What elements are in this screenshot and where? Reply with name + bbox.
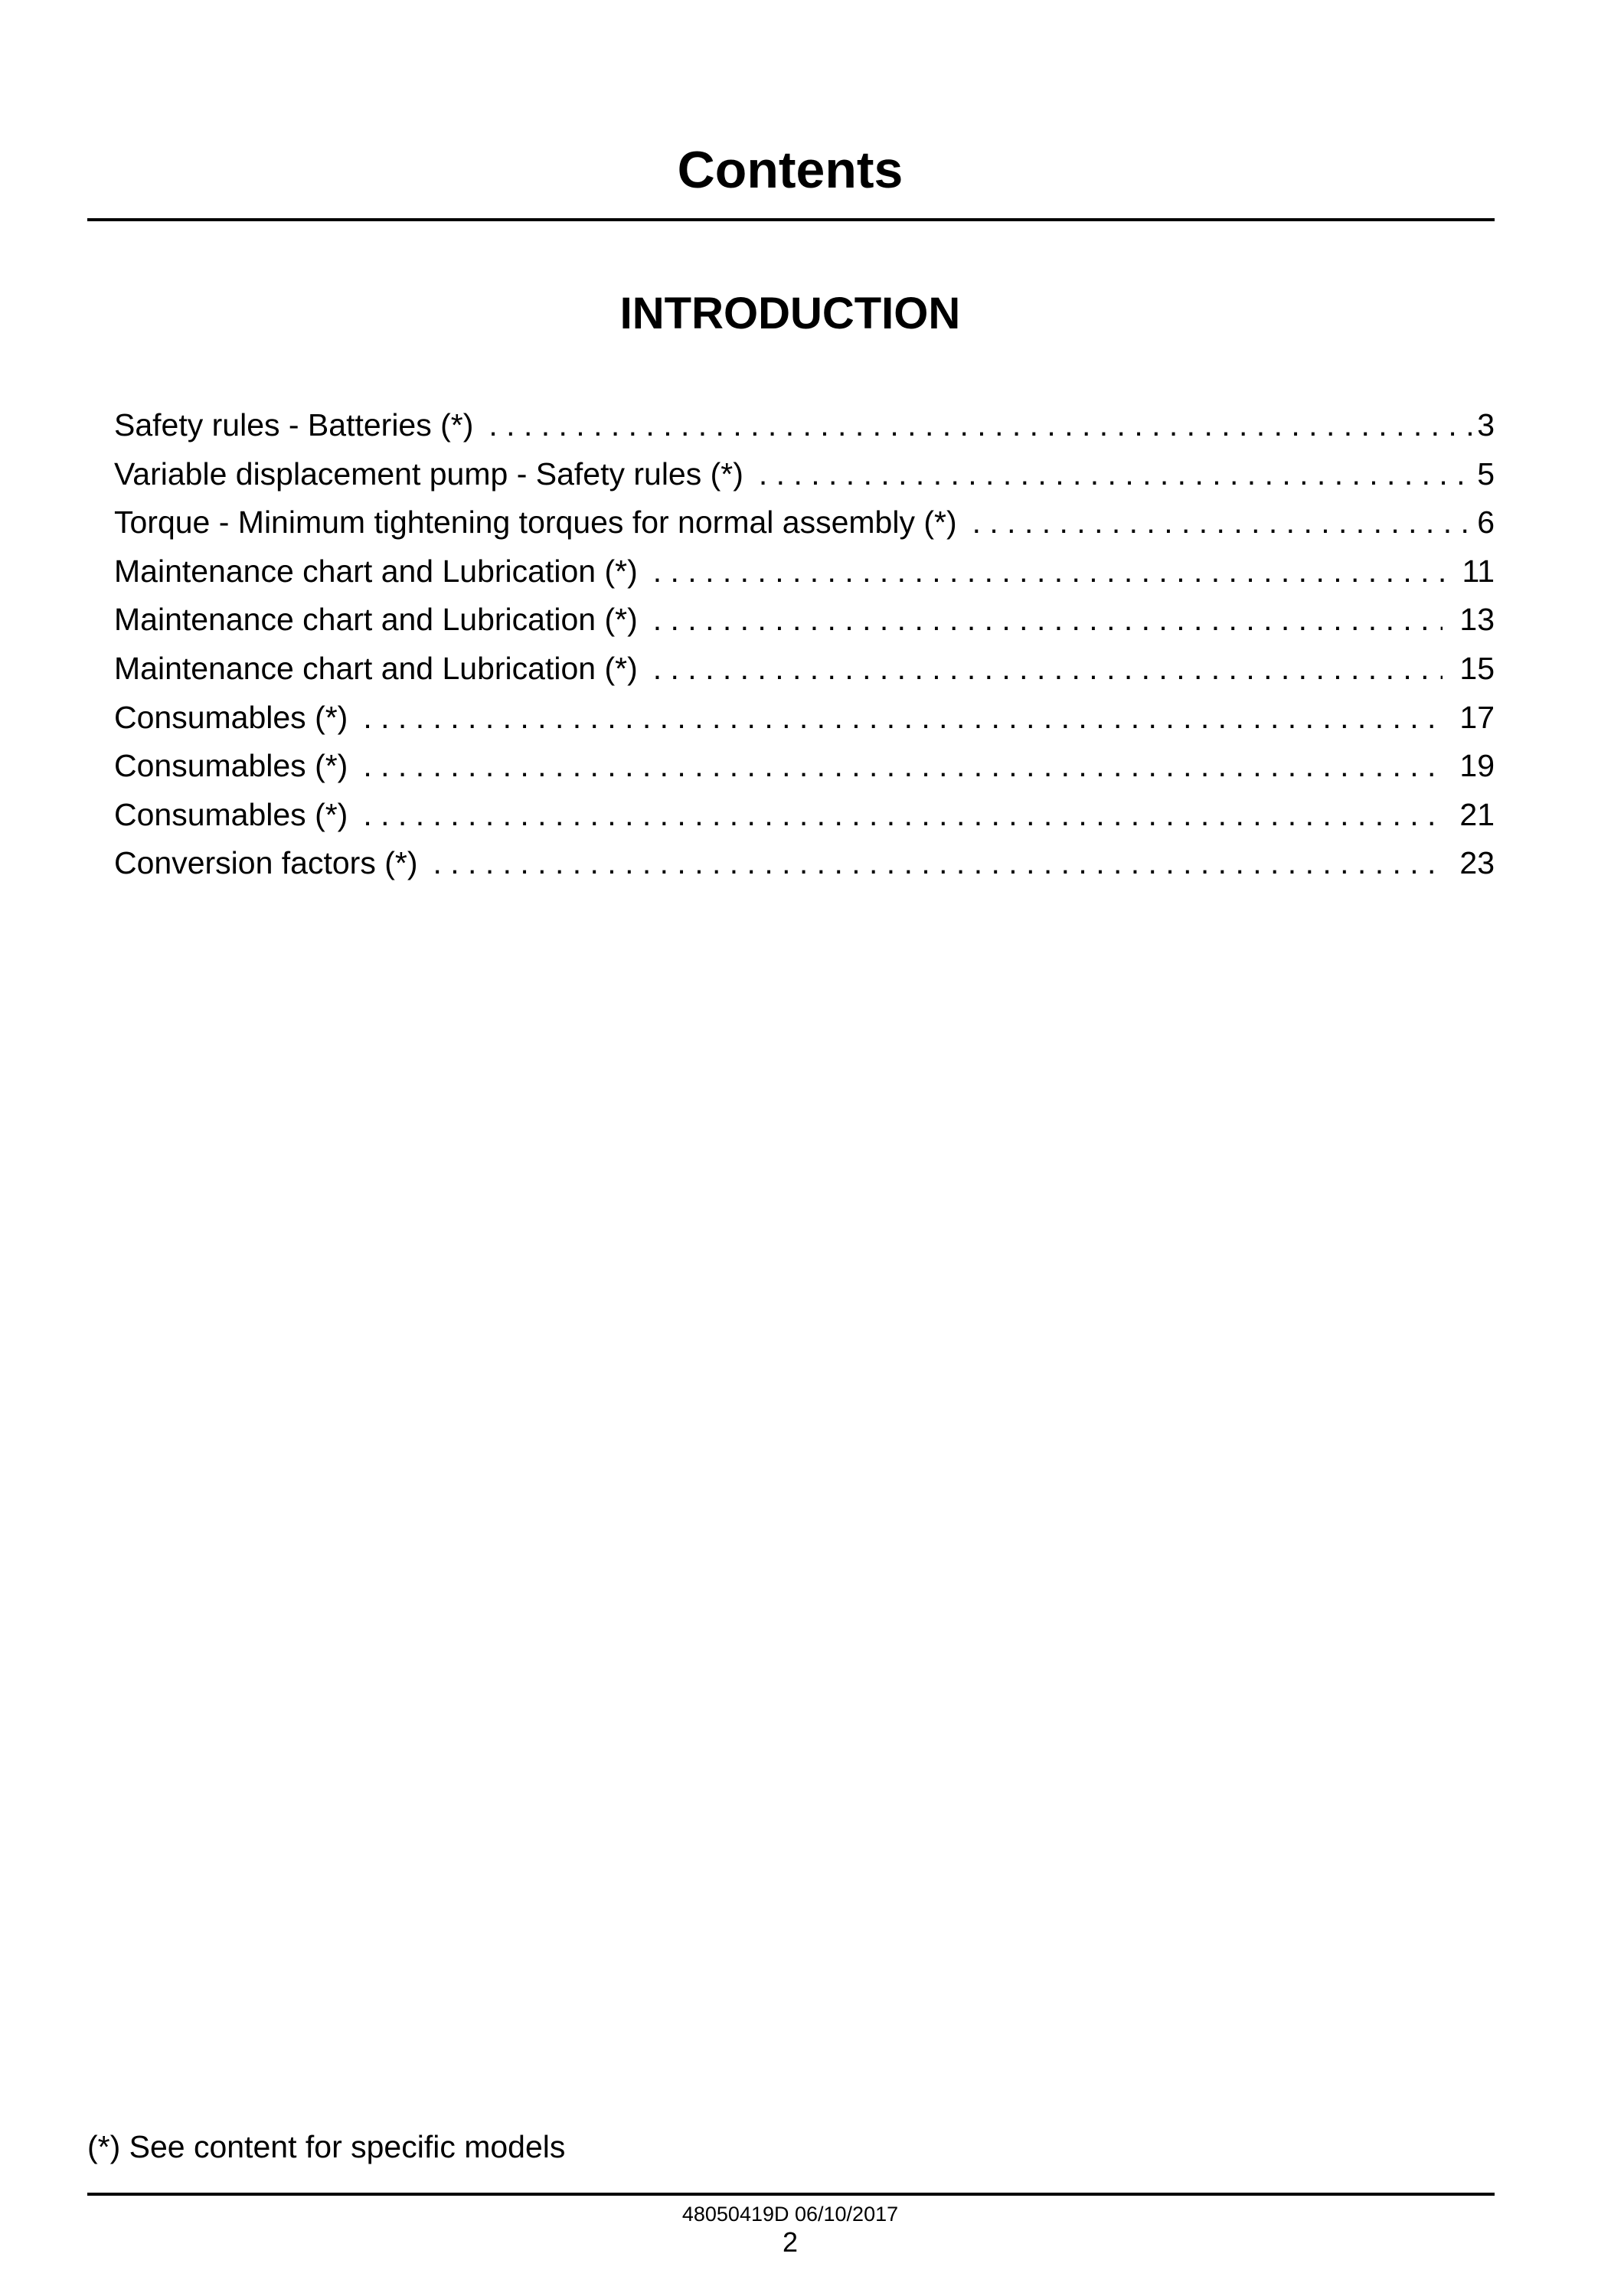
toc-dot-leader (653, 645, 1443, 694)
footer-divider (87, 2193, 1495, 2196)
toc-dot-leader (653, 547, 1446, 596)
toc-entry-torque[interactable] (114, 498, 1495, 547)
toc-entry-title: Consumables (*) (114, 796, 348, 832)
toc-dot-leader (363, 694, 1443, 743)
toc-entry-conversion-factors[interactable] (114, 839, 1495, 888)
toc-entry-page: 17 (1459, 699, 1495, 735)
section-title: INTRODUCTION (619, 289, 961, 338)
toc-entry-title: Maintenance chart and Lubrication (*) (114, 602, 638, 638)
toc-entry-title: Conversion factors (*) (114, 845, 418, 881)
toc-entry-consumables-2[interactable] (114, 742, 1495, 791)
toc-dot-leader (363, 742, 1443, 791)
toc-entry-maintenance-chart-1[interactable] (114, 547, 1495, 596)
toc-entry-title: Maintenance chart and Lubrication (*) (114, 650, 638, 686)
toc-entry-title: Safety rules - Batteries (*) (114, 407, 474, 443)
toc-entry-page: 6 (1477, 505, 1495, 541)
toc-dot-leader (489, 401, 1475, 450)
toc-entry-page: 15 (1459, 650, 1495, 686)
table-of-contents (114, 401, 1495, 888)
toc-entry-variable-displacement-pump[interactable] (114, 450, 1495, 499)
toc-entry-consumables-1[interactable] (114, 694, 1495, 743)
toc-entry-title: Maintenance chart and Lubrication (*) (114, 553, 638, 589)
toc-entry-title: Consumables (*) (114, 699, 348, 735)
toc-entry-page: 11 (1462, 553, 1495, 589)
toc-entry-page: 13 (1459, 602, 1495, 638)
toc-entry-maintenance-chart-3[interactable] (114, 645, 1495, 694)
footnote: (*) See content for specific models (87, 2129, 566, 2164)
toc-entry-page: 3 (1477, 407, 1495, 443)
document-code: 48050419D 06/10/2017 (681, 2203, 899, 2226)
toc-entry-maintenance-chart-2[interactable] (114, 596, 1495, 645)
toc-entry-page: 23 (1459, 845, 1495, 881)
toc-entry-title: Consumables (*) (114, 748, 348, 784)
toc-dot-leader (653, 596, 1443, 645)
page-number: 2 (782, 2226, 799, 2258)
toc-dot-leader (363, 791, 1443, 840)
toc-entry-title: Variable displacement pump - Safety rules (*) (114, 456, 743, 492)
toc-dot-leader (433, 839, 1443, 888)
toc-entry-title: Torque - Minimum tightening torques for normal assembly (*) (114, 505, 957, 541)
toc-entry-page: 21 (1459, 796, 1495, 832)
toc-entry-consumables-3[interactable] (114, 791, 1495, 840)
page-title: Contents (677, 141, 903, 199)
toc-dot-leader (759, 450, 1475, 499)
toc-entry-page: 5 (1477, 456, 1495, 492)
toc-dot-leader (972, 498, 1475, 547)
toc-entry-safety-rules-batteries[interactable] (114, 401, 1495, 450)
toc-entry-page: 19 (1459, 748, 1495, 784)
header-divider (87, 218, 1495, 221)
